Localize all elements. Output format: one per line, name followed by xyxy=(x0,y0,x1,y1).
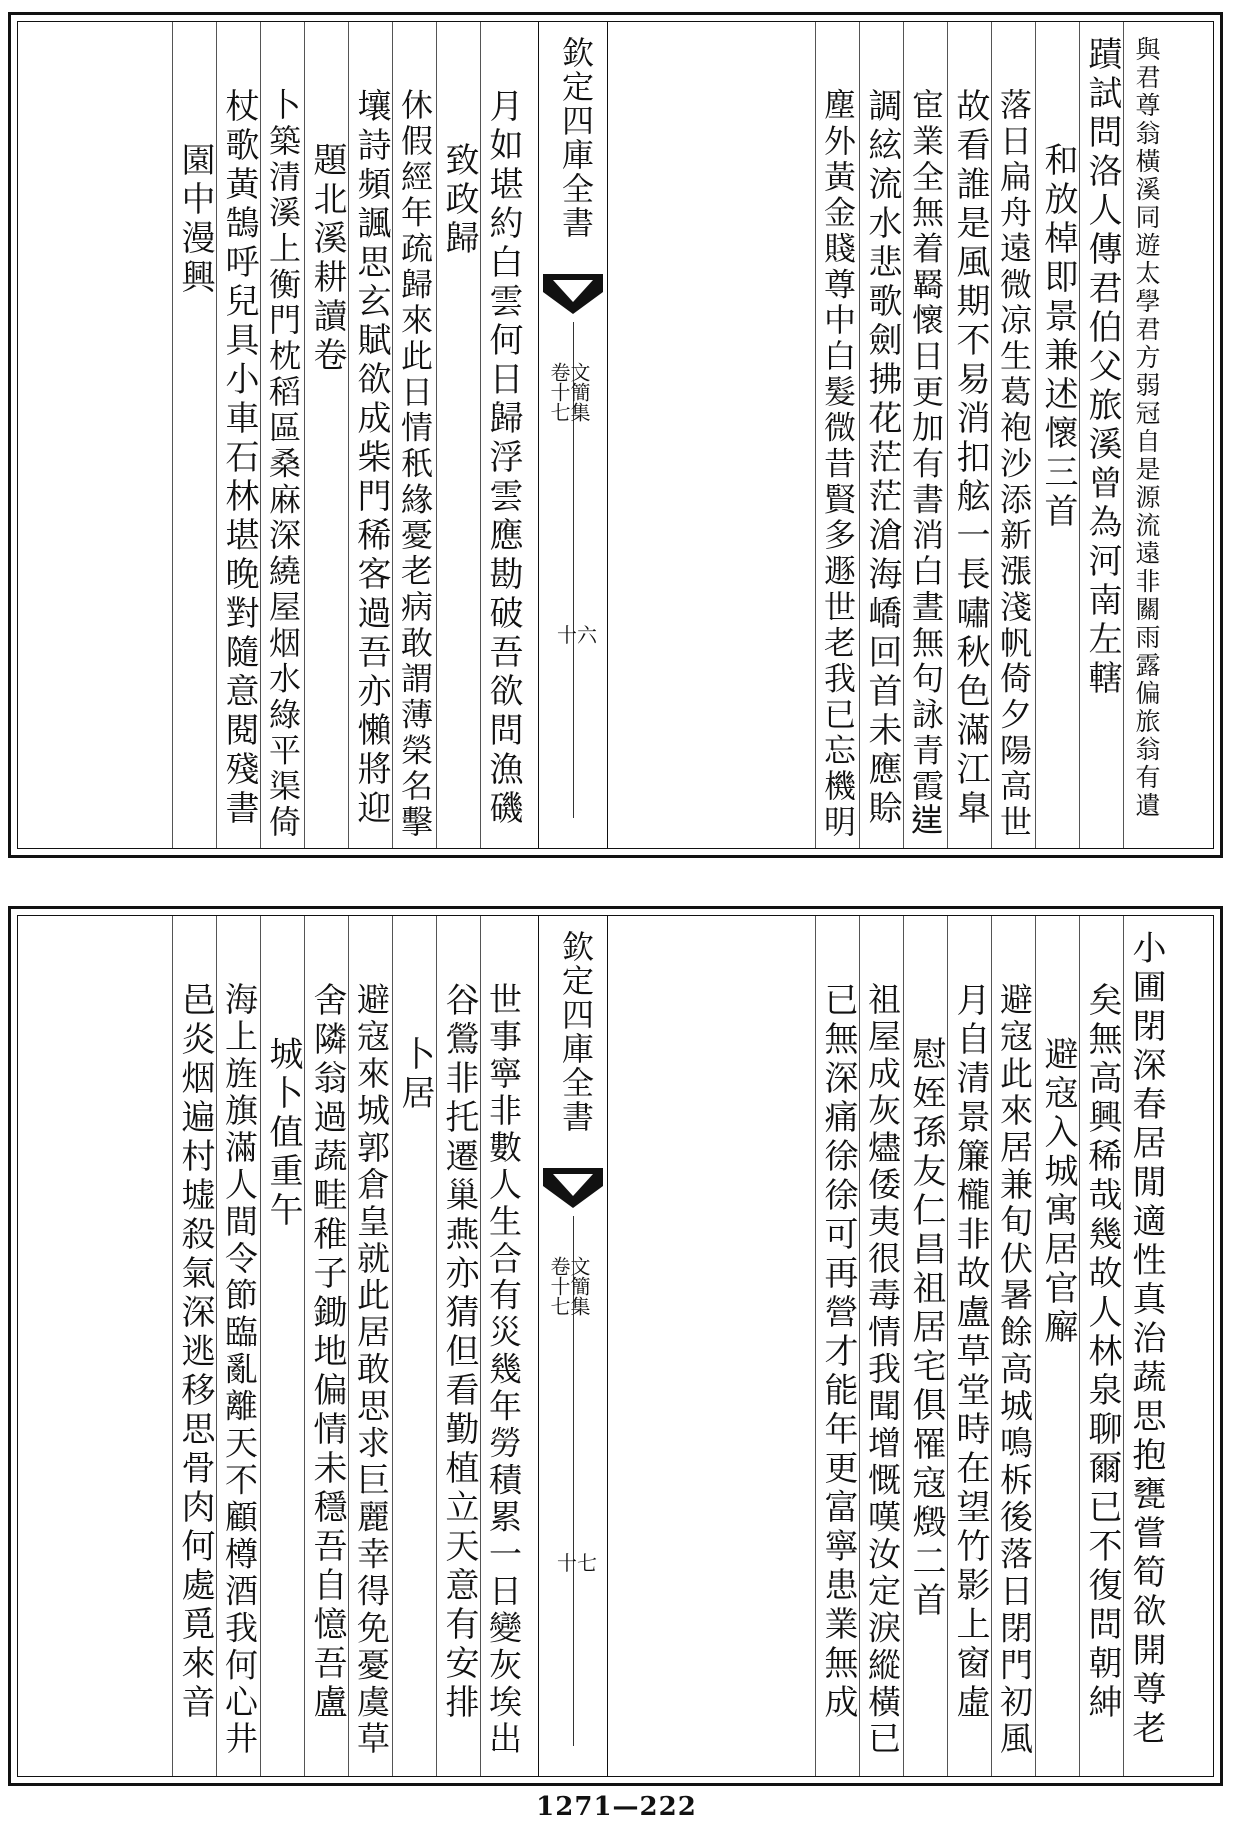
column-text: 卜居 xyxy=(395,1036,435,1114)
text-column xyxy=(859,22,903,848)
center-title: 欽定四庫全書 xyxy=(557,930,595,1134)
center-book-name: 文簡集 xyxy=(567,1256,591,1316)
text-column xyxy=(436,916,480,1776)
center-book-name: 文簡集 xyxy=(567,362,591,422)
column-text: 杖歌黃鵠呼兒具小車石林堪晚對隨意閱殘書 xyxy=(219,88,259,829)
text-column xyxy=(216,916,260,1776)
column-text: 落日扁舟遠微凉生葛袍沙添新漲淺帆倚夕陽高世 xyxy=(995,88,1033,841)
column-text: 矣無高興稀哉幾故人林泉聊爾已不復問朝紳 xyxy=(1082,982,1122,1723)
text-column xyxy=(1079,916,1123,1776)
bottom-center-strip xyxy=(538,916,608,1776)
column-text: 休假經年疏歸來此日情秖緣憂老病敢謂薄榮名擊 xyxy=(396,88,434,841)
column-text: 月自清景簾櫳非故盧草堂時在望竹影上窗虛 xyxy=(950,982,990,1723)
text-column xyxy=(436,22,480,848)
column-text: 避寇入城寓居官廨 xyxy=(1038,1036,1078,1348)
column-text: 谷鶯非托遷巢燕亦猜但看勤植立天意有安排 xyxy=(439,982,479,1723)
text-column xyxy=(1079,22,1123,848)
text-column xyxy=(480,22,524,848)
column-text: 世事寧非數人生合有災幾年勞積累一日變灰埃出 xyxy=(484,982,523,1759)
column-text: 小圃閉深春居閒適性真治蔬思抱甕嘗筍欲開尊老 xyxy=(1126,930,1166,1749)
column-text: 與君尊翁橫溪同遊太學君方弱冠自是源流遠非關雨露偏旅翁有遺 xyxy=(1132,36,1161,820)
text-column xyxy=(903,916,947,1776)
column-text: 城卜值重午 xyxy=(263,1036,303,1231)
top-page-frame xyxy=(17,21,1214,849)
center-page-number: 十七 xyxy=(557,1551,597,1575)
column-text: 題北溪耕讀卷 xyxy=(307,142,347,376)
text-column xyxy=(991,22,1035,848)
text-column xyxy=(947,22,991,848)
center-page-number: 十六 xyxy=(557,623,597,647)
text-column xyxy=(991,916,1035,1776)
page-code: 1271—222 xyxy=(536,1792,697,1822)
text-column xyxy=(392,22,436,848)
column-text: 月如堪約白雲何日歸浮雲應勘破吾欲問漁磯 xyxy=(483,88,523,829)
text-column xyxy=(859,916,903,1776)
text-column xyxy=(1123,22,1167,848)
column-text: 祖屋成灰燼倭夷很毒情我聞增慨嘆汝定淚縱橫已 xyxy=(863,982,902,1759)
text-column xyxy=(172,22,216,848)
column-text: 卜築清溪上衡門枕稻區桑麻深繞屋烟水綠平渠倚 xyxy=(264,88,302,841)
text-column xyxy=(216,22,260,848)
center-title: 欽定四庫全書 xyxy=(557,36,595,240)
column-text: 慰姪孫友仁昌祖居宅俱罹寇燬二首 xyxy=(906,1036,946,1621)
column-text: 避寇來城郭倉皇就此居敢思求巨麗幸得免憂虞草 xyxy=(352,982,391,1759)
fish-tail-mark-icon xyxy=(543,1168,603,1212)
fish-tail-mark-icon xyxy=(543,274,603,318)
top-page xyxy=(8,12,1223,858)
text-column xyxy=(1035,22,1079,848)
bottom-page-frame xyxy=(17,915,1214,1777)
top-center-strip xyxy=(538,22,608,848)
text-column xyxy=(1123,916,1167,1776)
text-column xyxy=(348,916,392,1776)
column-text: 塵外黃金賤尊中白髮微昔賢多遯世老我已忘機明 xyxy=(819,88,857,841)
text-column xyxy=(947,916,991,1776)
text-column xyxy=(260,916,304,1776)
text-column xyxy=(348,22,392,848)
text-column xyxy=(392,916,436,1776)
column-text: 園中漫興 xyxy=(175,142,215,298)
text-column xyxy=(480,916,524,1776)
text-column xyxy=(172,916,216,1776)
column-text: 故看誰是風期不易消扣舷一長嘯秋色滿江臯 xyxy=(950,88,990,829)
column-text: 蹟試問洛人傳君伯父旅溪曾為河南左轄 xyxy=(1082,36,1122,699)
column-text: 已無深痛徐徐可再營才能年更富寧患業無成 xyxy=(818,982,858,1723)
text-column xyxy=(1035,916,1079,1776)
text-column xyxy=(815,22,859,848)
center-juan: 卷十七 xyxy=(547,362,571,422)
bottom-page xyxy=(8,906,1223,1786)
column-text: 避寇此來居兼旬伏暑餘高城鳴柝後落日閉門初風 xyxy=(995,982,1034,1759)
text-column xyxy=(903,22,947,848)
column-text: 海上旌旗滿人間令節臨亂離天不顧樽酒我何心井 xyxy=(220,982,259,1759)
text-column xyxy=(815,916,859,1776)
column-text: 舍隣翁過蔬畦稚子鋤地偏情未穩吾自憶吾盧 xyxy=(307,982,347,1723)
text-column xyxy=(304,22,348,848)
center-juan: 卷十七 xyxy=(547,1256,571,1316)
column-text: 和放棹即景兼述懷三首 xyxy=(1038,142,1078,532)
column-text: 壤詩頻諷思玄賦欲成柴門稀客過吾亦懶將迎 xyxy=(351,88,391,829)
column-text: 宦業全無着羇懷日更加有書消白晝無句詠青霞𨓏 xyxy=(907,88,945,841)
text-column xyxy=(260,22,304,848)
column-text: 致政歸 xyxy=(439,142,479,259)
text-column xyxy=(304,916,348,1776)
column-text: 調絃流水悲歌劍拂花茫茫滄海嶠回首未應賒 xyxy=(862,88,902,829)
column-text: 邑炎烟遍村墟殺氣深逃移思骨肉何處覓來音 xyxy=(175,982,215,1723)
